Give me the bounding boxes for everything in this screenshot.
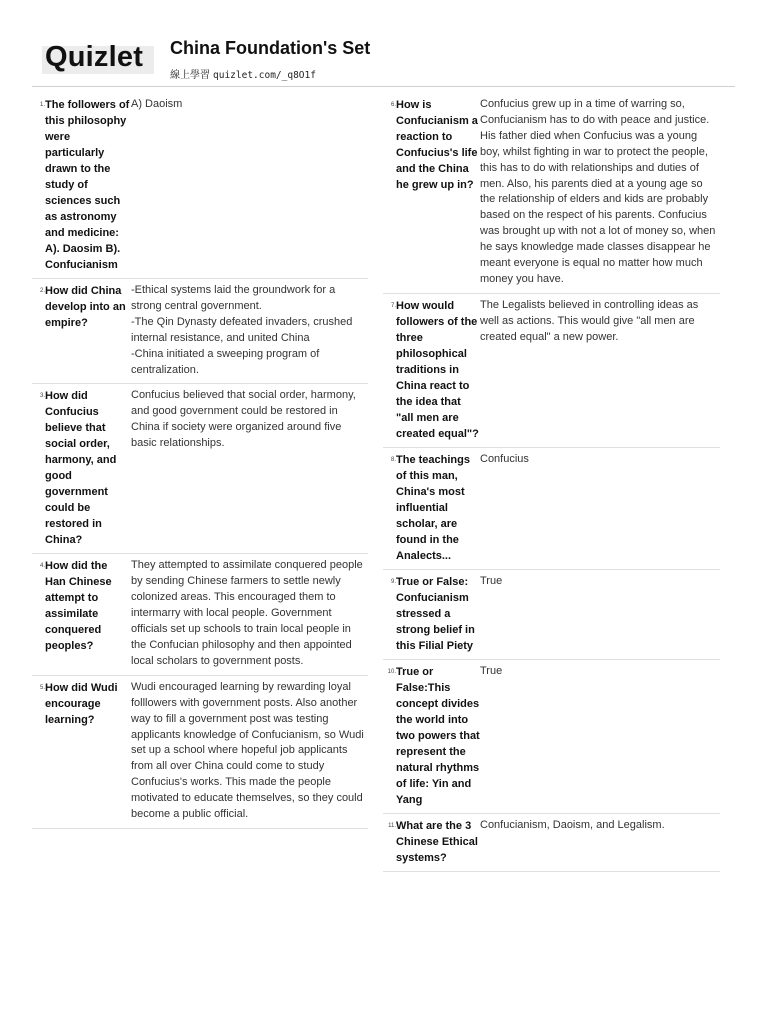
flashcard [383,294,720,448]
card-term: How did Wudi encourage learning? [45,681,118,726]
card-term: How is Confucianism a reaction to Confucius's life and the China he grew up in? [396,99,478,191]
set-title: China Foundation's Set [170,38,371,58]
card-number: 5. [39,684,45,691]
card-term: The followers of this philosophy were particularly drawn to the study of sciences such as astronomy and medicine: A). Daosim B). Confucianism [45,99,130,271]
card-term: How would followers of the three philosophical traditions in China react to the idea that "all men are created equal"? [396,299,479,440]
card-term: How did the Han Chinese attempt to assimilate conquered peoples? [45,560,112,653]
flashcard [32,279,368,384]
card-term: What are the 3 Chinese Ethical systems? [396,819,478,864]
card-definition: The Legalists believed in controlling ideas as well as actions. This would give "all men are created equal" a new power. [480,298,699,343]
card-definition: Confucius believed that social order, harmony, and good government could be restored in China if society were organized around five basic relationships. [131,389,356,450]
card-number: 11. [388,822,396,829]
set-subtitle [170,66,316,81]
flashcard [383,448,720,570]
card-definition: Wudi encouraged learning by rewarding loyal folllowers with government posts. Also another way to fill a government post was testing applicants knowledge of Confucianism, so Wudi set up a school where hopeful job applicants from all over China could come to study Confucius's works. This made the people motivated to educate themselves, so they could become a public official. [131,680,364,821]
flashcard [383,660,720,814]
flashcard [383,93,720,294]
card-term: How did Confucius believe that social order, harmony, and good government could be restored in China? [45,390,117,547]
card-definition: Confucius grew up in a time of warring so, Confucianism has to do with peace and justice. His father died when Confucius was a young boy, whilst fighting in war to protect the people, this has to do with relationships and duties of men. Also, his parents died at a young age so the relationship of elders and kids are probably based on the respect of his parents. Confucius was brought up with not a lot of money so, when he says knowledge made classes disappear he meant everyone is equal no matter how much money you have. [480,98,716,285]
quizlet-logo-text[interactable]: Quizlet [45,41,144,73]
header-divider [32,86,735,87]
card-definition: True [480,574,503,587]
set-url[interactable]: quizlet.com/_q8O1f [213,70,316,81]
card-definition: Confucianism, Daoism, and Legalism. [480,818,665,831]
subtitle-cjk: 線上學習 [170,70,210,81]
card-definition: A) Daoism [131,98,183,110]
flashcard [32,554,368,675]
card-column-right [383,93,720,872]
card-number: 6. [390,102,396,108]
card-term: The teachings of this man, China's most influential scholar, are found in the Analects... [396,453,470,562]
flashcard [383,570,720,660]
flashcard [32,384,368,554]
card-term: True or False: Confucianism stressed a strong belief in this Filial Piety [396,575,475,652]
flashcard [32,676,368,829]
card-number: 9. [390,578,396,585]
card-column-left [32,93,368,829]
card-number: 2. [39,288,45,294]
card-number: 4. [39,563,45,570]
card-number: 7. [390,302,396,309]
card-term: True or False:This concept divides the world into two powers that represent the natural rhythms of life: Yin and Yang [396,665,480,806]
flashcard [32,93,368,279]
card-definition: -Ethical systems laid the groundwork for a strong central government. -The Qin Dynasty defeated invaders, crushed internal resistance, and united China -China initiated a sweeping program of centralization. [131,284,353,376]
card-term: How did China develop into an empire? [45,285,126,329]
card-definition: They attempted to assimilate conquered people by sending Chinese farmers to settle newly colonized areas. This encouraged them to intermarry with local people. Government officials set up schools to train local people in the Confucian philosophy and then appointed local scholars to government posts. [131,559,363,667]
page-header [0,0,768,86]
card-definition: Confucius [480,452,529,465]
card-number: 8. [390,456,396,463]
card-number: 1. [39,102,45,108]
flashcard [383,814,720,872]
card-number: 3. [39,393,45,400]
card-definition: True [480,664,503,677]
card-number: 10. [387,668,396,675]
